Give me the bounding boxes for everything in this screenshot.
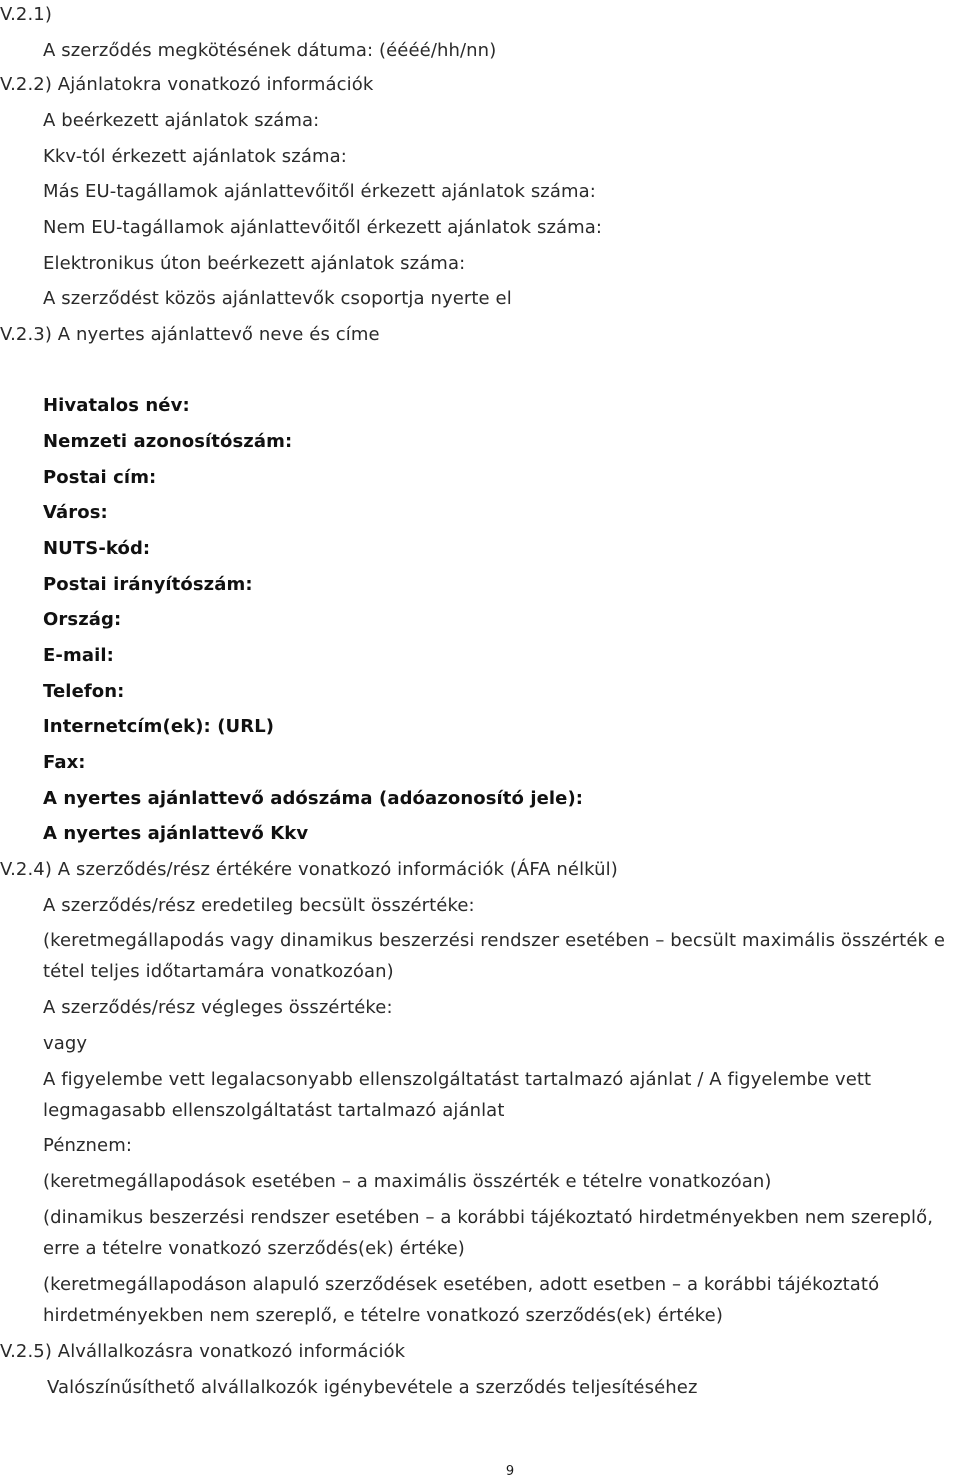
lowest-offer-line1: A figyelembe vett legalacsonyabb ellenszolgáltatást tartalmazó ajánlat / A figyelembe vett — [43, 1069, 872, 1090]
non-eu-offers-count: Nem EU-tagállamok ajánlattevőitől érkezett ajánlatok száma: — [43, 217, 603, 238]
electronic-offers-count: Elektronikus úton beérkezett ajánlatok száma: — [43, 253, 466, 274]
currency-label: Pénznem: — [43, 1135, 133, 1156]
postal-code-field: Postai irányítószám: — [43, 574, 253, 595]
contract-date-label: A szerződés megkötésének dátuma: (éééé/hh/nn) — [43, 40, 497, 61]
section-v22-heading: V.2.2) Ajánlatokra vonatkozó információk — [0, 74, 374, 95]
tax-number-field: A nyertes ajánlattevő adószáma (adóazonosító jele): — [43, 788, 584, 809]
framework-max-note: (keretmegállapodások esetében – a maximális összérték e tételre vonatkozóan) — [43, 1171, 772, 1192]
postal-address-field: Postai cím: — [43, 467, 157, 488]
or-text: vagy — [43, 1033, 88, 1054]
framework-note-line2: tétel teljes időtartamára vonatkozóan) — [43, 961, 394, 982]
dps-note-line1: (dinamikus beszerzési rendszer esetében – a korábbi tájékoztató hirdetményekben nem szereplő, — [43, 1207, 934, 1228]
country-field: Ország: — [43, 609, 122, 630]
framework-contracts-note-line2: hirdetményekben nem szereplő, e tételre vonatkozó szerződés(ek) értéke) — [43, 1305, 723, 1326]
phone-field: Telefon: — [43, 681, 125, 702]
dps-note-line2: erre a tételre vonatkozó szerződés(ek) értéke) — [43, 1238, 465, 1259]
section-v23-heading: V.2.3) A nyertes ajánlattevő neve és címe — [0, 324, 380, 345]
section-v25-heading: V.2.5) Alvállalkozásra vonatkozó információk — [0, 1341, 406, 1362]
official-name-field: Hivatalos név: — [43, 395, 190, 416]
page-number: 9 — [505, 1464, 515, 1479]
section-v21-heading: V.2.1) — [0, 4, 52, 25]
city-field: Város: — [43, 502, 108, 523]
joint-tenderers-line: A szerződést közös ajánlattevők csoportja nyerte el — [43, 288, 512, 309]
lowest-offer-line2: legmagasabb ellenszolgáltatást tartalmazó ajánlat — [43, 1100, 505, 1121]
subcontracting-line: Valószínűsíthető alvállalkozók igénybevétele a szerződés teljesítéséhez — [47, 1377, 698, 1398]
eu-offers-count: Más EU-tagállamok ajánlattevőitől érkezett ajánlatok száma: — [43, 181, 596, 202]
national-id-field: Nemzeti azonosítószám: — [43, 431, 293, 452]
framework-note-line1: (keretmegállapodás vagy dinamikus beszerzési rendszer esetében – becsült maximális összérték e — [43, 930, 946, 951]
final-value-label: A szerződés/rész végleges összértéke: — [43, 997, 393, 1018]
email-field: E-mail: — [43, 645, 114, 666]
winner-sme-field: A nyertes ajánlattevő Kkv — [43, 823, 309, 844]
framework-contracts-note-line1: (keretmegállapodáson alapuló szerződések esetében, adott esetben – a korábbi tájékoztató — [43, 1274, 880, 1295]
section-v24-heading: V.2.4) A szerződés/rész értékére vonatkozó információk (ÁFA nélkül) — [0, 859, 618, 880]
estimated-value-label: A szerződés/rész eredetileg becsült összértéke: — [43, 895, 475, 916]
offers-received-count: A beérkezett ajánlatok száma: — [43, 110, 320, 131]
sme-offers-count: Kkv-tól érkezett ajánlatok száma: — [43, 146, 347, 167]
nuts-code-field: NUTS-kód: — [43, 538, 151, 559]
fax-field: Fax: — [43, 752, 86, 773]
url-field: Internetcím(ek): (URL) — [43, 716, 275, 737]
